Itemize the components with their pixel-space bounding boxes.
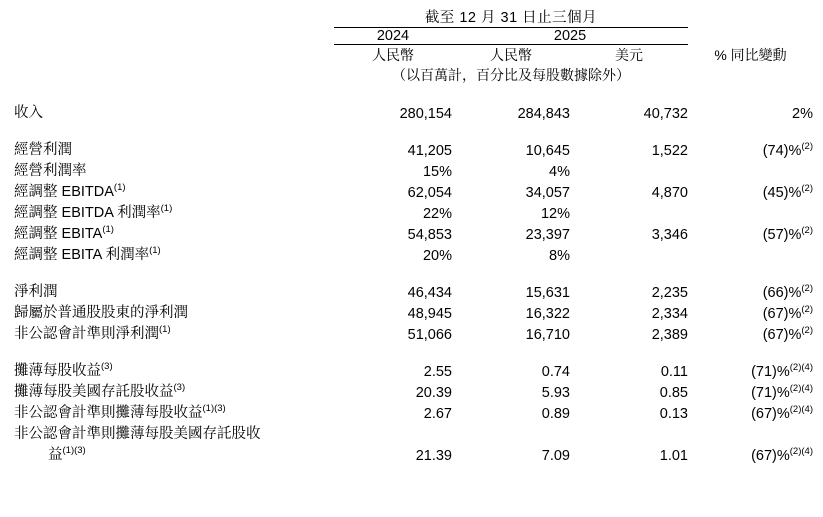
- row-value-2024-rmb: 21.39: [415, 448, 452, 464]
- row-label: 經營利潤: [14, 142, 72, 158]
- row-value-2025-usd: 0.85: [659, 385, 688, 401]
- footnote-marker: (2)(4): [789, 383, 813, 395]
- row-label-line2: 益$^{(1)(3)}$: [48, 445, 86, 463]
- spacer-cell: [452, 264, 570, 280]
- row-spacer: [14, 122, 813, 138]
- footnote-marker: (2): [801, 183, 813, 195]
- empty-cell: [452, 422, 570, 443]
- row-spacer: [14, 264, 813, 280]
- table-row-wrapped-second-line: [14, 443, 813, 464]
- header-currency-rmb-2024: 人民幣: [372, 47, 414, 63]
- row-change: 2%: [792, 106, 813, 122]
- header-blank-cell-3: [14, 28, 334, 45]
- header-currency-rmb-2025: 人民幣: [490, 47, 532, 63]
- row-change: (57)%$^{(2)}$: [762, 225, 813, 243]
- table-row: [14, 222, 813, 243]
- row-value-2024-rmb: 62,054: [407, 185, 452, 201]
- fin-table: [14, 6, 813, 85]
- spacer-cell: [688, 264, 813, 280]
- row-label: 淨利潤: [14, 284, 58, 300]
- row-value-2024-rmb: 20.39: [415, 385, 452, 401]
- footnote-marker: (2)(4): [789, 404, 813, 416]
- row-value-2024-rmb: 2.55: [423, 364, 452, 380]
- footnote-marker: (1): [113, 182, 126, 194]
- header-basis-row: [14, 65, 813, 85]
- fin-table-body: [14, 85, 813, 464]
- table-row: [14, 159, 813, 180]
- header-blank-cell-2: [688, 6, 813, 28]
- table-row: [14, 380, 813, 401]
- row-value-2024-rmb: 51,066: [407, 327, 452, 343]
- row-value-2024-rmb: 280,154: [399, 106, 452, 122]
- row-value-2024-rmb: 41,205: [407, 143, 452, 159]
- row-value-2025-usd: [570, 201, 688, 222]
- row-value-2025-usd: 1,522: [651, 143, 688, 159]
- table-row: [14, 301, 813, 322]
- row-value-2025-rmb: 23,397: [525, 227, 570, 243]
- footnote-marker: (2): [801, 283, 813, 295]
- header-currency-row: [14, 45, 813, 66]
- row-change: (67)%$^{(2)}$: [762, 304, 813, 322]
- footnote-marker: (1): [102, 224, 114, 236]
- header-change-label: % 同比變動: [714, 47, 787, 63]
- table-row: [14, 401, 813, 422]
- row-change: (74)%$^{(2)}$: [762, 141, 813, 159]
- row-value-2025-rmb: 8%: [549, 248, 570, 264]
- row-value-2024-rmb: 46,434: [407, 285, 452, 301]
- row-value-2025-rmb: 0.89: [541, 406, 570, 422]
- footnote-marker: (3): [101, 361, 113, 373]
- row-value-2025-rmb: 16,710: [525, 327, 570, 343]
- row-change: (67)%$^{(2)(4)}$: [751, 404, 813, 422]
- row-value-2025-usd: 3,346: [651, 227, 688, 243]
- header-period-title: 截至 12 月 31 日止三個月: [424, 10, 598, 26]
- row-change: (71)%$^{(2)(4)}$: [751, 362, 813, 380]
- row-value-2024-rmb: 48,945: [407, 306, 452, 322]
- header-basis-note: （以百萬計，百分比及每股數據除外）: [392, 67, 630, 83]
- spacer-cell: [570, 85, 688, 101]
- row-value-2024-rmb: 54,853: [407, 227, 452, 243]
- footnote-marker: (1)(3): [62, 445, 86, 457]
- empty-cell: [334, 422, 452, 443]
- spacer-cell: [452, 343, 570, 359]
- empty-cell: [570, 422, 688, 443]
- spacer-cell: [688, 343, 813, 359]
- row-change: [688, 201, 813, 222]
- spacer-cell: [334, 264, 452, 280]
- header-blank-cell-5: [14, 45, 334, 66]
- row-change: (67)%$^{(2)(4)}$: [751, 446, 813, 464]
- row-change: (71)%$^{(2)(4)}$: [751, 383, 813, 401]
- header-blank-cell: [14, 6, 334, 28]
- row-label: 經調整 EBITDA$^{(1)}$: [14, 182, 126, 200]
- row-value-2025-usd: 2,235: [651, 285, 688, 301]
- spacer-cell: [334, 85, 452, 101]
- row-value-2025-rmb: 15,631: [525, 285, 570, 301]
- header-year-2024: 2024: [334, 28, 452, 45]
- row-value-2025-usd: 40,732: [643, 106, 688, 122]
- table-row: [14, 101, 813, 122]
- header-period-row: [14, 6, 813, 28]
- row-label: 攤薄每股美國存託股收益$^{(3)}$: [14, 382, 186, 400]
- row-label: 經調整 EBITA 利潤率$^{(1)}$: [14, 245, 161, 263]
- footnote-marker: (2): [801, 304, 813, 316]
- spacer-cell: [14, 343, 334, 359]
- spacer-cell: [452, 122, 570, 138]
- footnote-marker: (1): [149, 245, 161, 257]
- row-label: 非公認會計準則淨利潤$^{(1)}$: [14, 324, 171, 342]
- row-value-2025-rmb: 5.93: [541, 385, 570, 401]
- spacer-cell: [334, 343, 452, 359]
- table-row: [14, 322, 813, 343]
- header-year-row: [14, 28, 813, 45]
- row-value-2025-rmb: 284,843: [517, 106, 570, 122]
- header-blank-cell-4: [688, 28, 813, 45]
- row-label: 收入: [14, 105, 43, 121]
- row-value-2024-rmb: 2.67: [423, 406, 452, 422]
- row-label: 經調整 EBITA$^{(1)}$: [14, 224, 114, 242]
- spacer-cell: [570, 343, 688, 359]
- row-value-2025-usd: [570, 243, 688, 264]
- row-label: 歸屬於普通股股東的淨利潤: [14, 305, 188, 321]
- row-value-2025-usd: 0.11: [660, 364, 688, 380]
- row-label-line1: 非公認會計準則攤薄每股美國存託股收: [14, 426, 261, 442]
- footnote-marker: (2)(4): [789, 362, 813, 374]
- row-value-2024-rmb: 22%: [422, 206, 452, 222]
- row-value-2025-rmb: 0.74: [541, 364, 570, 380]
- spacer-cell: [570, 122, 688, 138]
- spacer-cell: [688, 85, 813, 101]
- footnote-marker: (2)(4): [789, 446, 813, 458]
- spacer-cell: [570, 264, 688, 280]
- row-value-2025-usd: [570, 159, 688, 180]
- row-change: [688, 159, 813, 180]
- row-value-2025-usd: 2,334: [651, 306, 688, 322]
- row-value-2025-usd: 2,389: [651, 327, 688, 343]
- row-value-2025-rmb: 10,645: [525, 143, 570, 159]
- row-change: (67)%$^{(2)}$: [762, 325, 813, 343]
- header-currency-usd-2025: 美元: [615, 47, 643, 63]
- row-value-2024-rmb: 20%: [422, 248, 452, 264]
- table-row: [14, 359, 813, 380]
- header-blank-cell-6: [14, 65, 334, 85]
- header-blank-cell-7: [688, 65, 813, 85]
- row-label: 非公認會計準則攤薄每股收益$^{(1)(3)}$: [14, 403, 226, 421]
- row-value-2025-rmb: 12%: [540, 206, 570, 222]
- footnote-marker: (1): [159, 324, 171, 336]
- table-row: [14, 138, 813, 159]
- row-value-2025-usd: 1.01: [659, 448, 688, 464]
- table-row-wrapped-first-line: [14, 422, 813, 443]
- row-change: [688, 243, 813, 264]
- table-row: [14, 180, 813, 201]
- table-row: [14, 280, 813, 301]
- row-change: (66)%$^{(2)}$: [762, 283, 813, 301]
- table-row: [14, 201, 813, 222]
- row-value-2025-rmb: 16,322: [525, 306, 570, 322]
- row-value-2025-usd: 4,870: [651, 185, 688, 201]
- spacer-cell: [452, 85, 570, 101]
- table-row: [14, 243, 813, 264]
- footnote-marker: (1): [160, 203, 173, 215]
- header-year-2025: 2025: [452, 28, 688, 45]
- footnote-marker: (2): [801, 141, 813, 153]
- row-label: 經營利潤率: [14, 163, 87, 179]
- row-value-2025-rmb: 4%: [549, 164, 570, 180]
- empty-cell: [688, 422, 813, 443]
- spacer-cell: [334, 122, 452, 138]
- footnote-marker: (3): [173, 382, 186, 394]
- row-spacer: [14, 343, 813, 359]
- footnote-marker: (2): [801, 325, 813, 337]
- spacer-cell: [14, 264, 334, 280]
- row-label: 經調整 EBITDA 利潤率$^{(1)}$: [14, 203, 173, 221]
- spacer-cell: [688, 122, 813, 138]
- footnote-marker: (1)(3): [202, 403, 226, 415]
- footnote-marker: (2): [801, 225, 813, 237]
- row-change: (45)%$^{(2)}$: [762, 183, 813, 201]
- spacer-cell: [14, 85, 334, 101]
- row-value-2024-rmb: 15%: [422, 164, 452, 180]
- row-value-2025-rmb: 34,057: [525, 185, 570, 201]
- row-value-2025-rmb: 7.09: [541, 448, 570, 464]
- spacer-cell: [14, 122, 334, 138]
- row-label: 攤薄每股收益$^{(3)}$: [14, 361, 113, 379]
- row-spacer: [14, 85, 813, 101]
- row-value-2025-usd: 0.13: [659, 406, 688, 422]
